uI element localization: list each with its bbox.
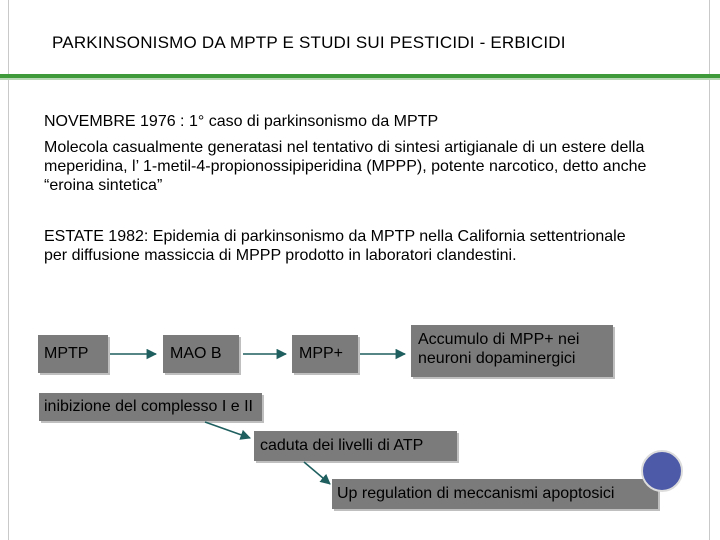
arrow-atp-to-apoptosis — [304, 462, 330, 484]
box-mao-b: MAO B — [163, 335, 239, 373]
arrow-inhibition-to-atp — [205, 422, 250, 438]
paragraph-november-1976: NOVEMBRE 1976 : 1° caso di parkinsonismo da MPTP — [44, 113, 439, 130]
box-inhibition: inibizione del complesso I e II — [39, 393, 262, 421]
slide-title: PARKINSONISMO DA MPTP E STUDI SUI PESTICIDI - ERBICIDI — [52, 33, 566, 52]
box-apoptosis: Up regulation di meccanismi apoptosici — [332, 479, 658, 509]
box-accumulation: Accumulo di MPP+ nei neuroni dopaminergici — [411, 325, 613, 377]
box-atp-drop: caduta dei livelli di ATP — [254, 431, 457, 461]
paragraph-molecule: Molecola casualmente generatasi nel tentativo di sintesi artigianale di un estere della meperidina, l’ 1-metil-4-propionossipiperidina (MPPP), potente narcotico, detto anche “eroina sintetica” — [44, 139, 647, 194]
decorative-circle — [641, 450, 683, 492]
paragraph-summer-1982: ESTATE 1982: Epidemia di parkinsonismo da MPTP nella California settentrionale per diffusione massiccia di MPPP prodotto in laboratori clandestini. — [44, 228, 626, 264]
box-mpp-plus: MPP+ — [292, 335, 358, 373]
box-mptp: MPTP — [38, 335, 108, 373]
